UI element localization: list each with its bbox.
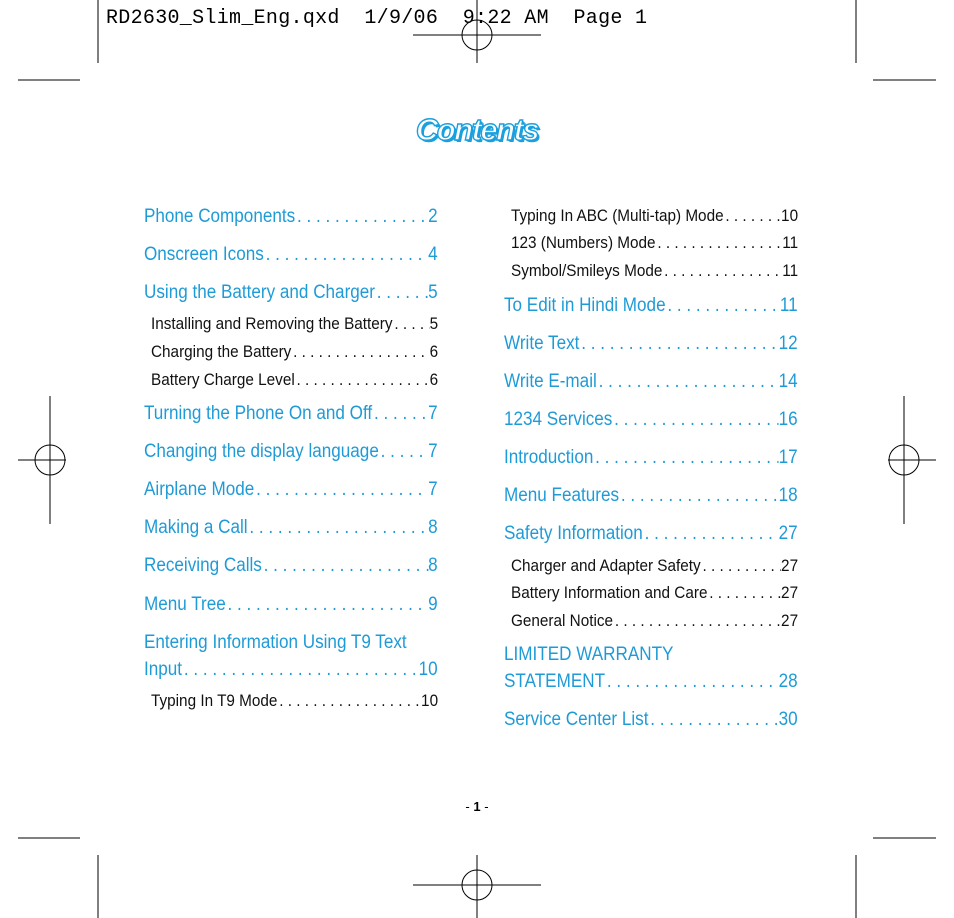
toc-entry[interactable] (504, 448, 798, 467)
toc-entry[interactable] (144, 556, 438, 575)
toc-entry-label: Receiving Calls (144, 555, 262, 576)
leader-dots (613, 612, 781, 629)
leader-dots (707, 584, 781, 601)
toc-entry-page: 8 (428, 555, 438, 576)
toc-entry-page: 10 (418, 659, 438, 680)
leader-dots (597, 372, 779, 391)
leader-dots (372, 404, 428, 423)
toc-entry-label: Service Center List (504, 709, 649, 730)
leader-dots (295, 207, 428, 226)
toc-entry-label: Introduction (504, 447, 594, 468)
toc-entry-page: 12 (778, 333, 798, 354)
toc-subentry[interactable] (511, 557, 798, 574)
leader-dots (605, 672, 779, 691)
page-number (0, 799, 954, 814)
toc-subentry[interactable] (511, 234, 798, 251)
toc-entry[interactable] (504, 372, 798, 391)
toc-entry-page: 30 (778, 709, 798, 730)
toc-entry-label: Symbol/Smileys Mode (511, 261, 663, 280)
toc-entry-page: 5 (429, 314, 439, 333)
toc-entry-label: Battery Information and Care (511, 583, 708, 602)
toc-subentry[interactable] (511, 612, 798, 629)
toc-entry-label: Making a Call (144, 517, 248, 538)
toc-entry[interactable] (144, 595, 438, 614)
toc-subentry[interactable] (151, 371, 438, 388)
toc-entry-page: 16 (778, 409, 798, 430)
toc-entry[interactable] (504, 410, 798, 429)
leader-dots (393, 315, 430, 332)
toc-entry-label: Typing In ABC (Multi-tap) Mode (511, 206, 724, 225)
toc-entry-page: 28 (778, 671, 798, 692)
leader-dots (264, 245, 428, 264)
toc-entry-label: Write E-mail (504, 371, 597, 392)
leader-dots (619, 486, 779, 505)
toc-entry-page: 7 (428, 441, 438, 462)
leader-dots (291, 343, 429, 360)
leader-dots (666, 296, 780, 315)
toc-subentry[interactable] (511, 207, 798, 224)
toc-entry[interactable] (144, 633, 438, 679)
leader-dots (182, 660, 419, 679)
leader-dots (375, 283, 428, 302)
toc-entry-page: 10 (421, 691, 439, 710)
toc-entry-page: 27 (781, 556, 799, 575)
leader-dots (593, 448, 778, 467)
leader-dots (248, 518, 429, 537)
toc-entry-label: Write Text (504, 333, 580, 354)
page-number-prefix: - (465, 799, 474, 814)
toc-entry-label: Turning the Phone On and Off (144, 403, 373, 424)
toc-entry[interactable] (504, 334, 798, 353)
toc-entry-label: Safety Information (504, 523, 643, 544)
toc-entry-page: 18 (778, 485, 798, 506)
toc-entry-label: Menu Tree (144, 594, 226, 615)
toc-entry-label: Charger and Adapter Safety (511, 556, 701, 575)
toc-subentry[interactable] (151, 343, 438, 360)
toc-entry-page: 17 (778, 447, 798, 468)
toc-entry-label: Using the Battery and Charger (144, 282, 375, 303)
toc-entry-label: To Edit in Hindi Mode (504, 295, 666, 316)
toc-entry-label: Phone Components (144, 206, 296, 227)
leader-dots (379, 442, 428, 461)
toc-entry-page: 27 (781, 583, 799, 602)
leader-dots (662, 262, 782, 279)
toc-entry-label: Changing the display language (144, 441, 379, 462)
toc-entry-page: 8 (428, 517, 438, 538)
leader-dots (579, 334, 778, 353)
toc-entry-page: 7 (428, 403, 438, 424)
toc-entry-label: 123 (Numbers) Mode (511, 233, 656, 252)
leader-dots (277, 692, 421, 709)
toc-subentry[interactable] (151, 692, 438, 709)
leader-dots (701, 557, 781, 574)
leader-dots (254, 480, 428, 499)
toc-entry[interactable] (144, 480, 438, 499)
toc-entry-label: Charging the Battery (151, 342, 292, 361)
toc-entry[interactable] (144, 442, 438, 461)
toc-subentry[interactable] (151, 315, 438, 332)
toc-entry-page: 11 (779, 295, 798, 316)
leader-dots (262, 556, 428, 575)
toc-entry[interactable] (504, 486, 798, 505)
leader-dots (643, 524, 779, 543)
toc-entry-label: General Notice (511, 611, 614, 630)
leader-dots (648, 710, 778, 729)
toc-entry[interactable] (504, 645, 798, 691)
toc-entry-page: 2 (428, 206, 438, 227)
toc-entry-label: Menu Features (504, 485, 620, 506)
toc-entry[interactable] (144, 518, 438, 537)
toc-entry[interactable] (144, 245, 438, 264)
toc-entry-label: STATEMENT (504, 671, 606, 692)
toc-entry[interactable] (144, 283, 438, 302)
toc-entry[interactable] (504, 296, 798, 315)
toc-entry-label: Battery Charge Level (151, 370, 295, 389)
toc-subentry[interactable] (511, 262, 798, 279)
print-slug: RD2630_Slim_Eng.qxd 1/9/06 9:22 AM Page 1 (106, 7, 648, 30)
leader-dots (656, 234, 783, 251)
leader-dots (724, 207, 781, 224)
toc-subentry[interactable] (511, 584, 798, 601)
toc-entry-page: 9 (428, 594, 438, 615)
toc-entry-label: Input (144, 659, 183, 680)
toc-entry-label: Installing and Removing the Battery (151, 314, 393, 333)
toc-entry-page: 4 (428, 244, 438, 265)
toc-entry-page: 6 (429, 342, 439, 361)
toc-entry-label: 1234 Services (504, 409, 613, 430)
leader-dots (226, 595, 428, 614)
toc-entry-page: 14 (778, 371, 798, 392)
leader-dots (612, 410, 778, 429)
toc-entry-label: Onscreen Icons (144, 244, 264, 265)
toc-entry-page: 7 (428, 479, 438, 500)
toc-entry-label-line1: Entering Information Using T9 Text (144, 632, 407, 653)
toc-entry[interactable] (144, 207, 438, 226)
toc-entry[interactable] (504, 524, 798, 543)
toc-entry-page: 27 (778, 523, 798, 544)
page-number-value: 1 (473, 799, 481, 814)
leader-dots (295, 371, 430, 388)
toc-entry-page: 6 (429, 370, 439, 389)
page-number-suffix: - (480, 799, 489, 814)
toc-entry-page: 5 (428, 282, 438, 303)
toc-entry[interactable] (504, 710, 798, 729)
toc-entry-page: 11 (782, 261, 799, 280)
toc-entry-label-line1: LIMITED WARRANTY (504, 644, 674, 665)
toc-entry-label: Typing In T9 Mode (151, 691, 278, 710)
toc-entry-page: 27 (781, 611, 799, 630)
toc-entry-label: Airplane Mode (144, 479, 255, 500)
toc-entry-page: 11 (782, 233, 799, 252)
toc-entry[interactable] (144, 404, 438, 423)
page-title: Contents (415, 112, 539, 147)
toc-entry-page: 10 (781, 206, 799, 225)
